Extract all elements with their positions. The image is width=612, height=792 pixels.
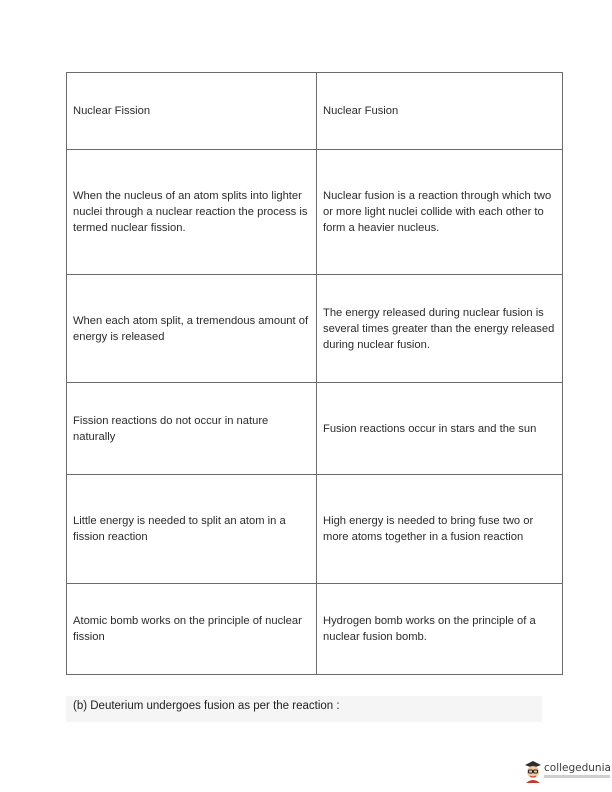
fusion-definition-cell: Nuclear fusion is a reaction through which two or more light nuclei collide with each other to form a heavier nucleus. (317, 150, 563, 275)
fusion-energy-cell: The energy released during nuclear fusion is several times greater than the energy released during nuclear fusion. (317, 275, 563, 383)
fission-fusion-comparison-table (66, 72, 563, 675)
table-row (67, 150, 563, 275)
fission-energy-needed-cell: Little energy is needed to split an atom in a fission reaction (67, 475, 317, 584)
fission-occurrence-cell: Fission reactions do not occur in nature naturally (67, 383, 317, 475)
table-row (67, 275, 563, 383)
deuterium-note-text: (b) Deuterium undergoes fusion as per the reaction : (73, 700, 340, 712)
header-fission: Nuclear Fission (67, 73, 317, 150)
table-row (67, 475, 563, 584)
header-fusion: Nuclear Fusion (317, 73, 563, 150)
fission-energy-cell: When each atom split, a tremendous amount of energy is released (67, 275, 317, 383)
fission-definition-cell: When the nucleus of an atom splits into lighter nuclei through a nuclear reaction the process is termed nuclear fission. (67, 150, 317, 275)
table-row (67, 584, 563, 675)
table-header-row (67, 73, 563, 150)
deuterium-note (66, 696, 542, 722)
fusion-occurrence-cell: Fusion reactions occur in stars and the sun (317, 383, 563, 475)
brand-tagline-line (544, 775, 610, 778)
brand-name: collegedunia (544, 762, 611, 774)
fusion-energy-needed-cell: High energy is needed to bring fuse two or more atoms together in a fusion reaction (317, 475, 563, 584)
brand-watermark (523, 759, 612, 785)
fission-bomb-cell: Atomic bomb works on the principle of nuclear fission (67, 584, 317, 675)
table-row (67, 383, 563, 475)
fusion-bomb-cell: Hydrogen bomb works on the principle of a nuclear fusion bomb. (317, 584, 563, 675)
student-mascot-icon (523, 759, 543, 783)
